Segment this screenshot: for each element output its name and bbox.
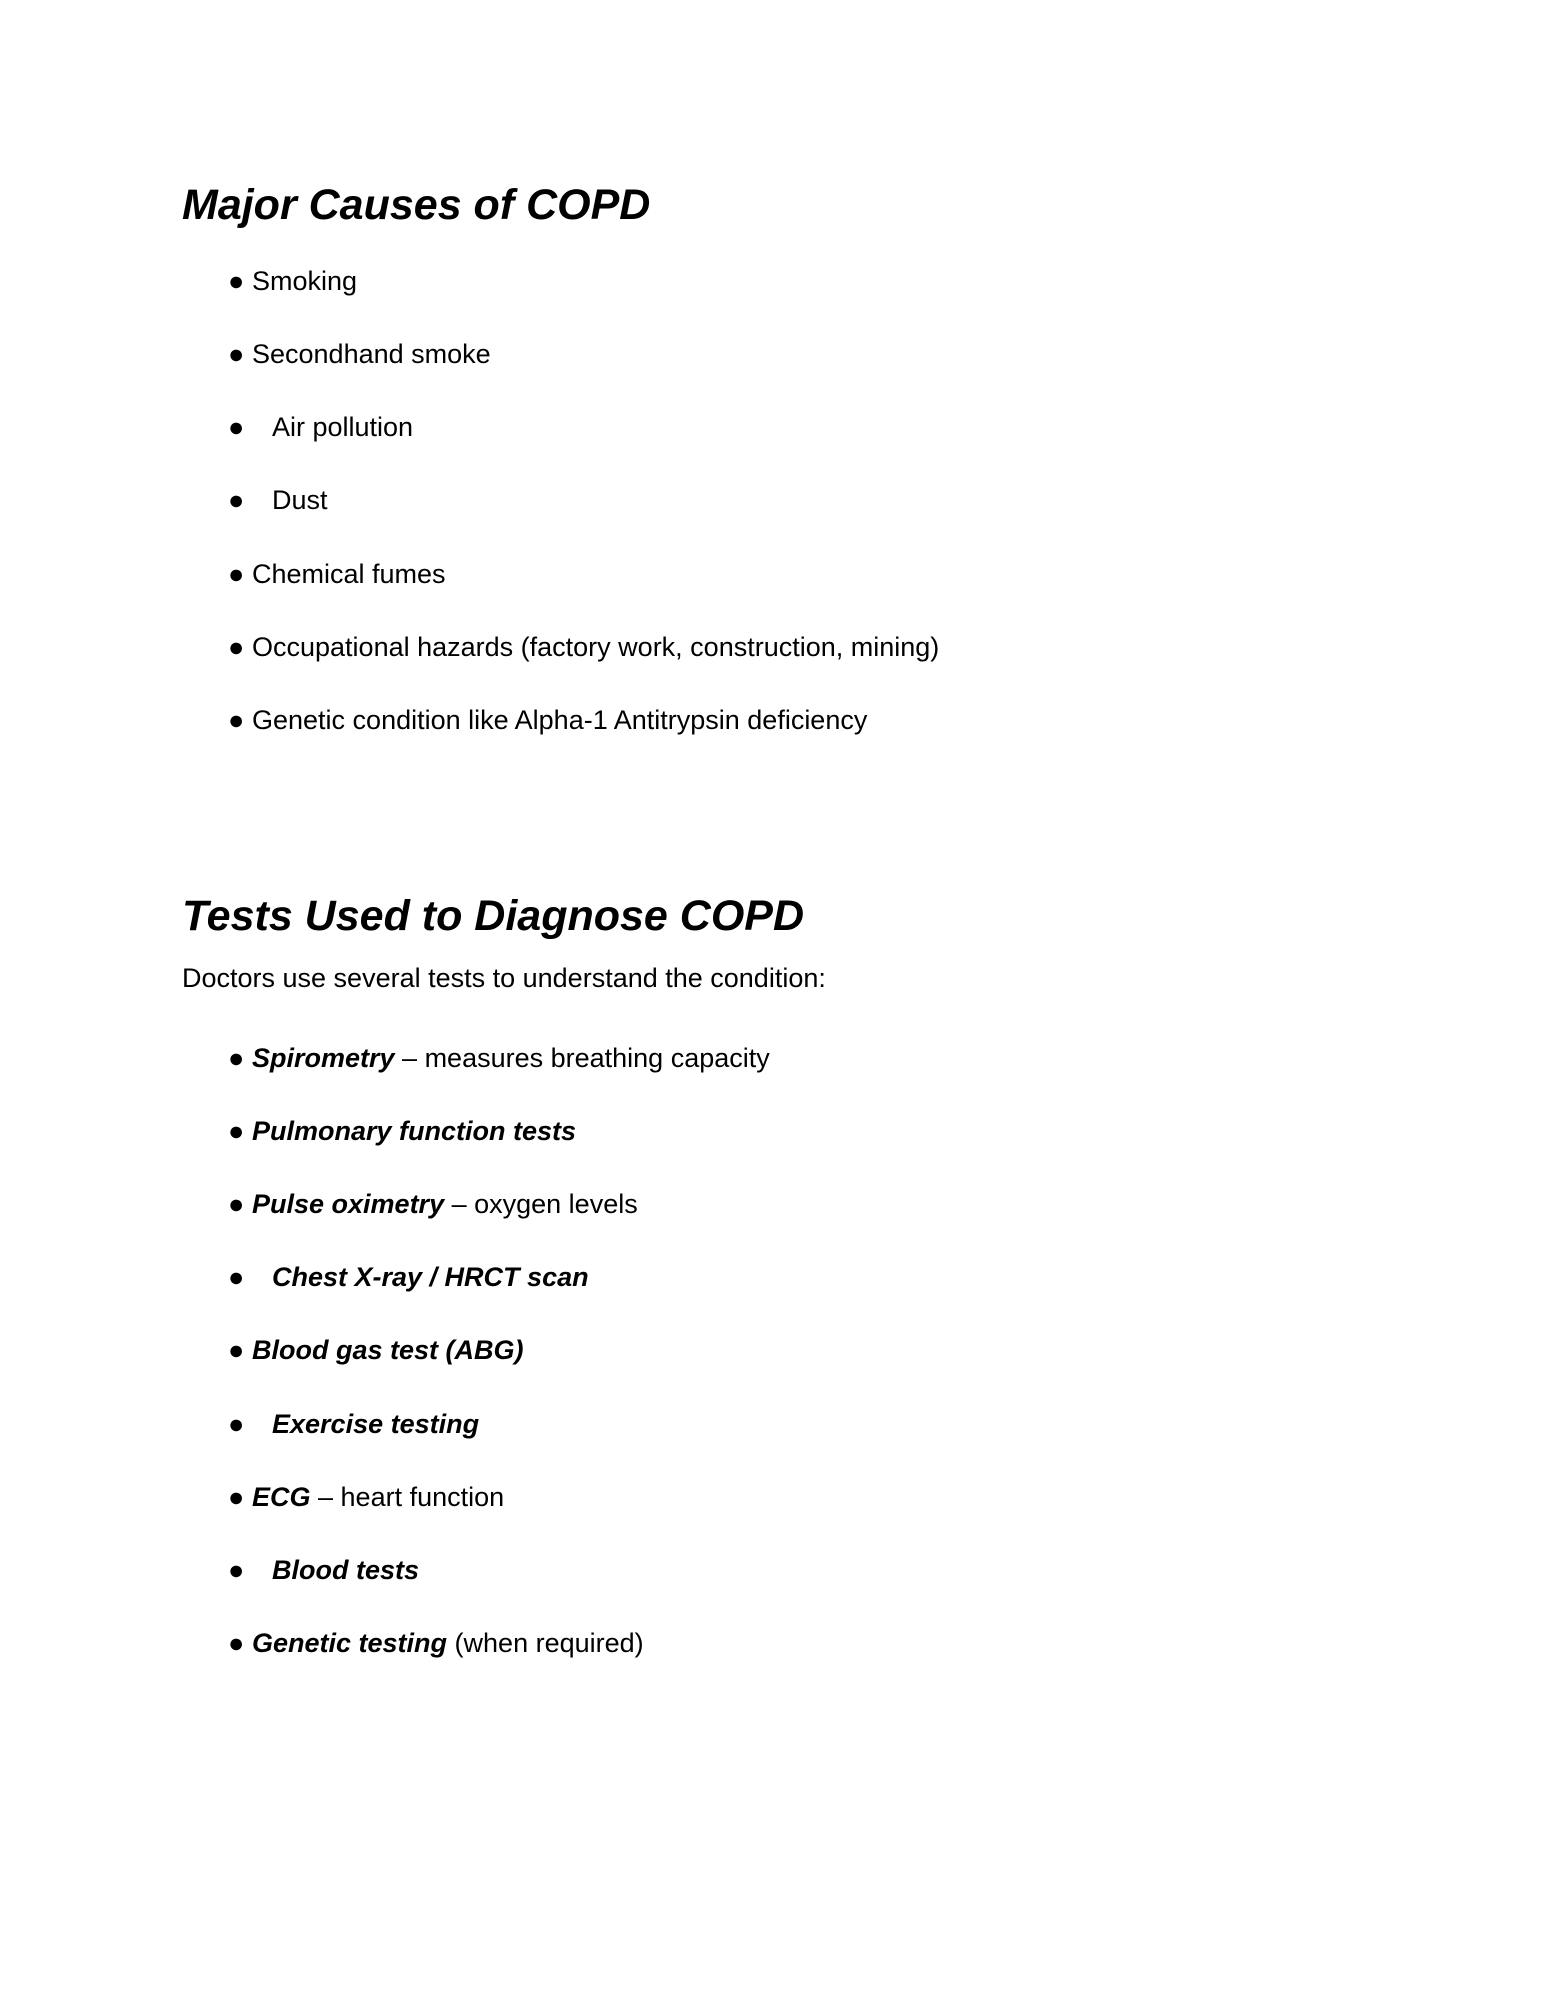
list-item: [228, 1191, 638, 1218]
list-item: [228, 707, 867, 734]
test-name: Pulmonary function tests: [252, 1116, 577, 1146]
list-item: [228, 268, 357, 295]
section-heading-causes: Major Causes of COPD: [182, 181, 651, 229]
list-item: [228, 1484, 504, 1511]
bullet-icon: ●: [228, 266, 245, 296]
list-item: [228, 1118, 576, 1145]
bullet-icon: ●: [228, 412, 245, 442]
list-item-text: Dust: [272, 485, 328, 515]
list-item: [228, 1264, 589, 1291]
list-item-text: Air pollution: [272, 412, 414, 442]
list-item: [228, 341, 491, 368]
bullet-icon: ●: [228, 1043, 245, 1073]
test-name: Chest X-ray / HRCT scan: [272, 1262, 589, 1292]
list-item-text: Genetic condition like Alpha-1 Antitrypsin deficiency: [252, 705, 868, 735]
bullet-icon: ●: [228, 1335, 245, 1365]
test-name: ECG: [252, 1482, 311, 1512]
test-name: Pulse oximetry: [252, 1189, 445, 1219]
bullet-icon: ●: [228, 1116, 245, 1146]
list-item-text: Smoking: [252, 266, 358, 296]
list-item: [228, 1045, 770, 1072]
test-description: – measures breathing capacity: [394, 1043, 770, 1073]
bullet-icon: ●: [228, 1409, 245, 1439]
test-name: Blood tests: [272, 1555, 420, 1585]
tests-intro: Doctors use several tests to understand the condition:: [182, 963, 826, 993]
bullet-icon: ●: [228, 1189, 245, 1219]
list-item: [228, 1411, 479, 1438]
list-item-text: Secondhand smoke: [252, 339, 491, 369]
test-description: (when required): [447, 1628, 644, 1658]
section-heading-tests: Tests Used to Diagnose COPD: [182, 892, 805, 940]
bullet-icon: ●: [228, 1262, 245, 1292]
bullet-icon: ●: [228, 1628, 245, 1658]
bullet-icon: ●: [228, 559, 245, 589]
list-item: [228, 487, 328, 514]
list-item: [228, 414, 413, 441]
test-name: Genetic testing: [252, 1628, 448, 1658]
list-item-text: Chemical fumes: [252, 559, 446, 589]
test-name: Exercise testing: [272, 1409, 480, 1439]
test-description: – heart function: [310, 1482, 505, 1512]
bullet-icon: ●: [228, 1482, 245, 1512]
bullet-icon: ●: [228, 485, 245, 515]
test-name: Spirometry: [252, 1043, 395, 1073]
list-item-text: Occupational hazards (factory work, construction, mining): [252, 632, 940, 662]
list-item: [228, 1630, 644, 1657]
list-item: [228, 1337, 524, 1364]
list-item: [228, 1557, 419, 1584]
test-name: Blood gas test (ABG): [252, 1335, 524, 1365]
list-item: [228, 561, 446, 588]
bullet-icon: ●: [228, 339, 245, 369]
bullet-icon: ●: [228, 632, 245, 662]
list-item: [228, 634, 939, 661]
bullet-icon: ●: [228, 705, 245, 735]
test-description: – oxygen levels: [444, 1189, 638, 1219]
bullet-icon: ●: [228, 1555, 245, 1585]
